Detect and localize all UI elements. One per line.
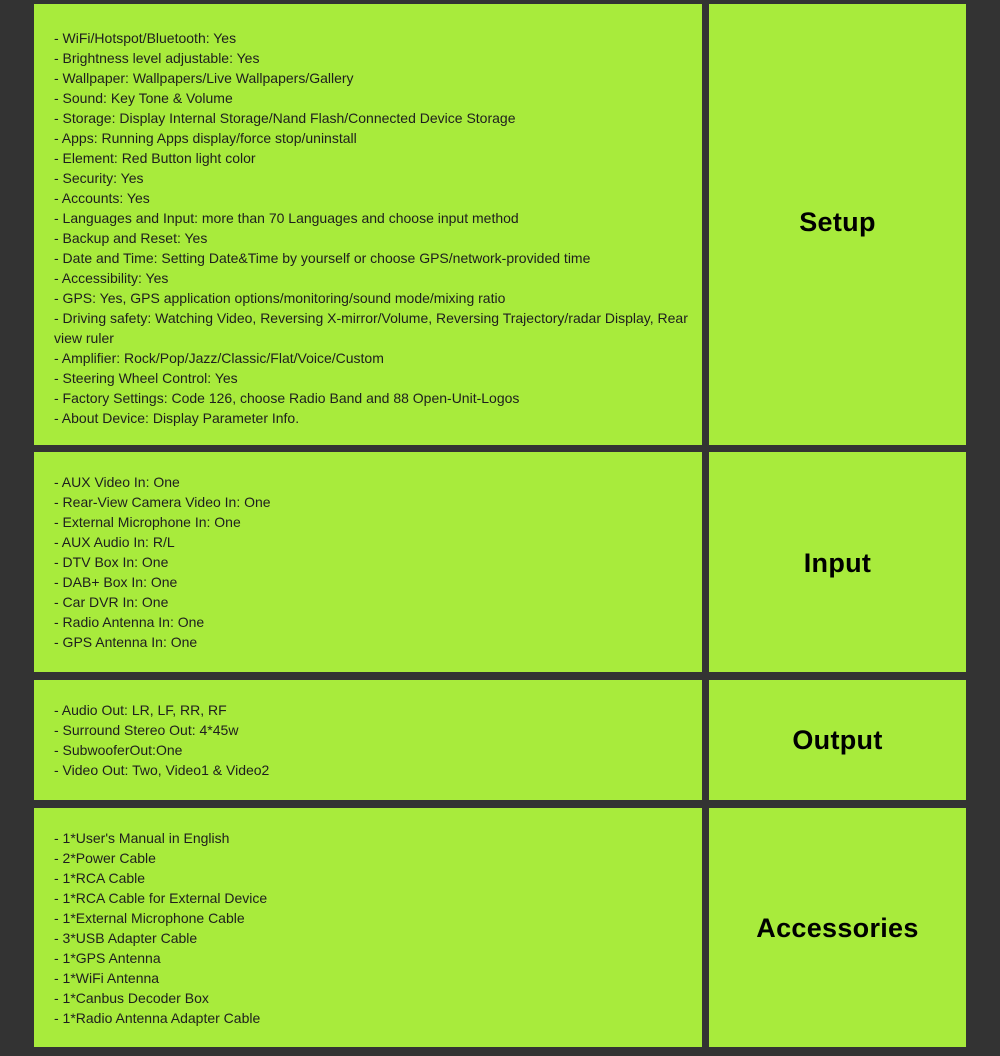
spec-item: - 2*Power Cable [54, 850, 156, 866]
spec-item: - Radio Antenna In: One [54, 614, 205, 630]
spec-item: - SubwooferOut:One [54, 742, 183, 758]
setup-label-cell [709, 4, 966, 445]
spec-item: - Factory Settings: Code 126, choose Radio Band and 88 Open-Unit-Logos [54, 390, 520, 406]
spec-item: - 1*WiFi Antenna [54, 970, 160, 986]
spec-item: - Apps: Running Apps display/force stop/uninstall [54, 130, 357, 146]
spec-item: - Element: Red Button light color [54, 150, 256, 166]
output-label-cell [709, 680, 966, 800]
spec-item: - 1*RCA Cable for External Device [54, 890, 268, 906]
accessories-spec-cell [34, 808, 702, 1047]
section-setup [0, 4, 1000, 445]
spec-item: - Accessibility: Yes [54, 270, 169, 286]
accessories-spec-list [54, 828, 698, 1028]
output-spec-cell [34, 680, 702, 800]
spec-item: - 1*User's Manual in English [54, 830, 230, 846]
input-label-cell [709, 452, 966, 672]
setup-heading: Setup [799, 207, 876, 237]
spec-item: - Audio Out: LR, LF, RR, RF [54, 702, 227, 718]
spec-item: - Rear-View Camera Video In: One [54, 494, 271, 510]
spec-item: - Brightness level adjustable: Yes [54, 50, 260, 66]
spec-item: - Car DVR In: One [54, 594, 169, 610]
spec-item: - Amplifier: Rock/Pop/Jazz/Classic/Flat/Voice/Custom [54, 350, 384, 366]
spec-item: - 1*GPS Antenna [54, 950, 161, 966]
spec-item: - Languages and Input: more than 70 Languages and choose input method [54, 210, 519, 226]
spec-item: - Accounts: Yes [54, 190, 150, 206]
spec-item: - Security: Yes [54, 170, 144, 186]
spec-item: - GPS Antenna In: One [54, 634, 198, 650]
spec-item: - 1*Radio Antenna Adapter Cable [54, 1010, 261, 1026]
spec-item: - 1*Canbus Decoder Box [54, 990, 209, 1006]
input-heading: Input [803, 547, 872, 578]
section-output [0, 680, 1000, 800]
spec-item: - AUX Audio In: R/L [54, 534, 175, 550]
spec-item: - Storage: Display Internal Storage/Nand Flash/Connected Device Storage [54, 110, 516, 126]
section-input [0, 452, 1000, 672]
output-heading: Output [792, 724, 883, 755]
spec-item: - Sound: Key Tone & Volume [54, 90, 233, 106]
spec-item: - Video Out: Two, Video1 & Video2 [54, 762, 270, 778]
spec-item: - External Microphone In: One [54, 514, 241, 530]
spec-item: - 1*External Microphone Cable [54, 910, 245, 926]
section-accessories [0, 808, 1000, 1047]
spec-item: - Date and Time: Setting Date&Time by yourself or choose GPS/network-provided time [54, 250, 591, 266]
setup-spec-cell [34, 4, 702, 445]
spec-item: - 1*RCA Cable [54, 870, 146, 886]
input-spec-list [54, 472, 698, 652]
spec-item: - 3*USB Adapter Cable [54, 930, 198, 946]
spec-item: - WiFi/Hotspot/Bluetooth: Yes [54, 30, 237, 46]
setup-spec-list [54, 28, 698, 428]
spec-item: - Driving safety: Watching Video, Reversing X-mirror/Volume, Reversing Trajectory/radar Display, Rear view ruler [54, 310, 688, 346]
spec-item: - Surround Stereo Out: 4*45w [54, 722, 239, 738]
spec-item: - AUX Video In: One [54, 474, 180, 490]
accessories-label-cell [709, 808, 966, 1047]
spec-item: - About Device: Display Parameter Info. [54, 410, 300, 426]
spec-item: - Backup and Reset: Yes [54, 230, 208, 246]
output-spec-list [54, 700, 698, 780]
spec-item: - GPS: Yes, GPS application options/monitoring/sound mode/mixing ratio [54, 290, 506, 306]
spec-item: - Steering Wheel Control: Yes [54, 370, 238, 386]
spec-item: - Wallpaper: Wallpapers/Live Wallpapers/Gallery [54, 70, 354, 86]
spec-item: - DAB+ Box In: One [54, 574, 178, 590]
spec-item: - DTV Box In: One [54, 554, 169, 570]
accessories-heading: Accessories [756, 913, 919, 943]
input-spec-cell [34, 452, 702, 672]
